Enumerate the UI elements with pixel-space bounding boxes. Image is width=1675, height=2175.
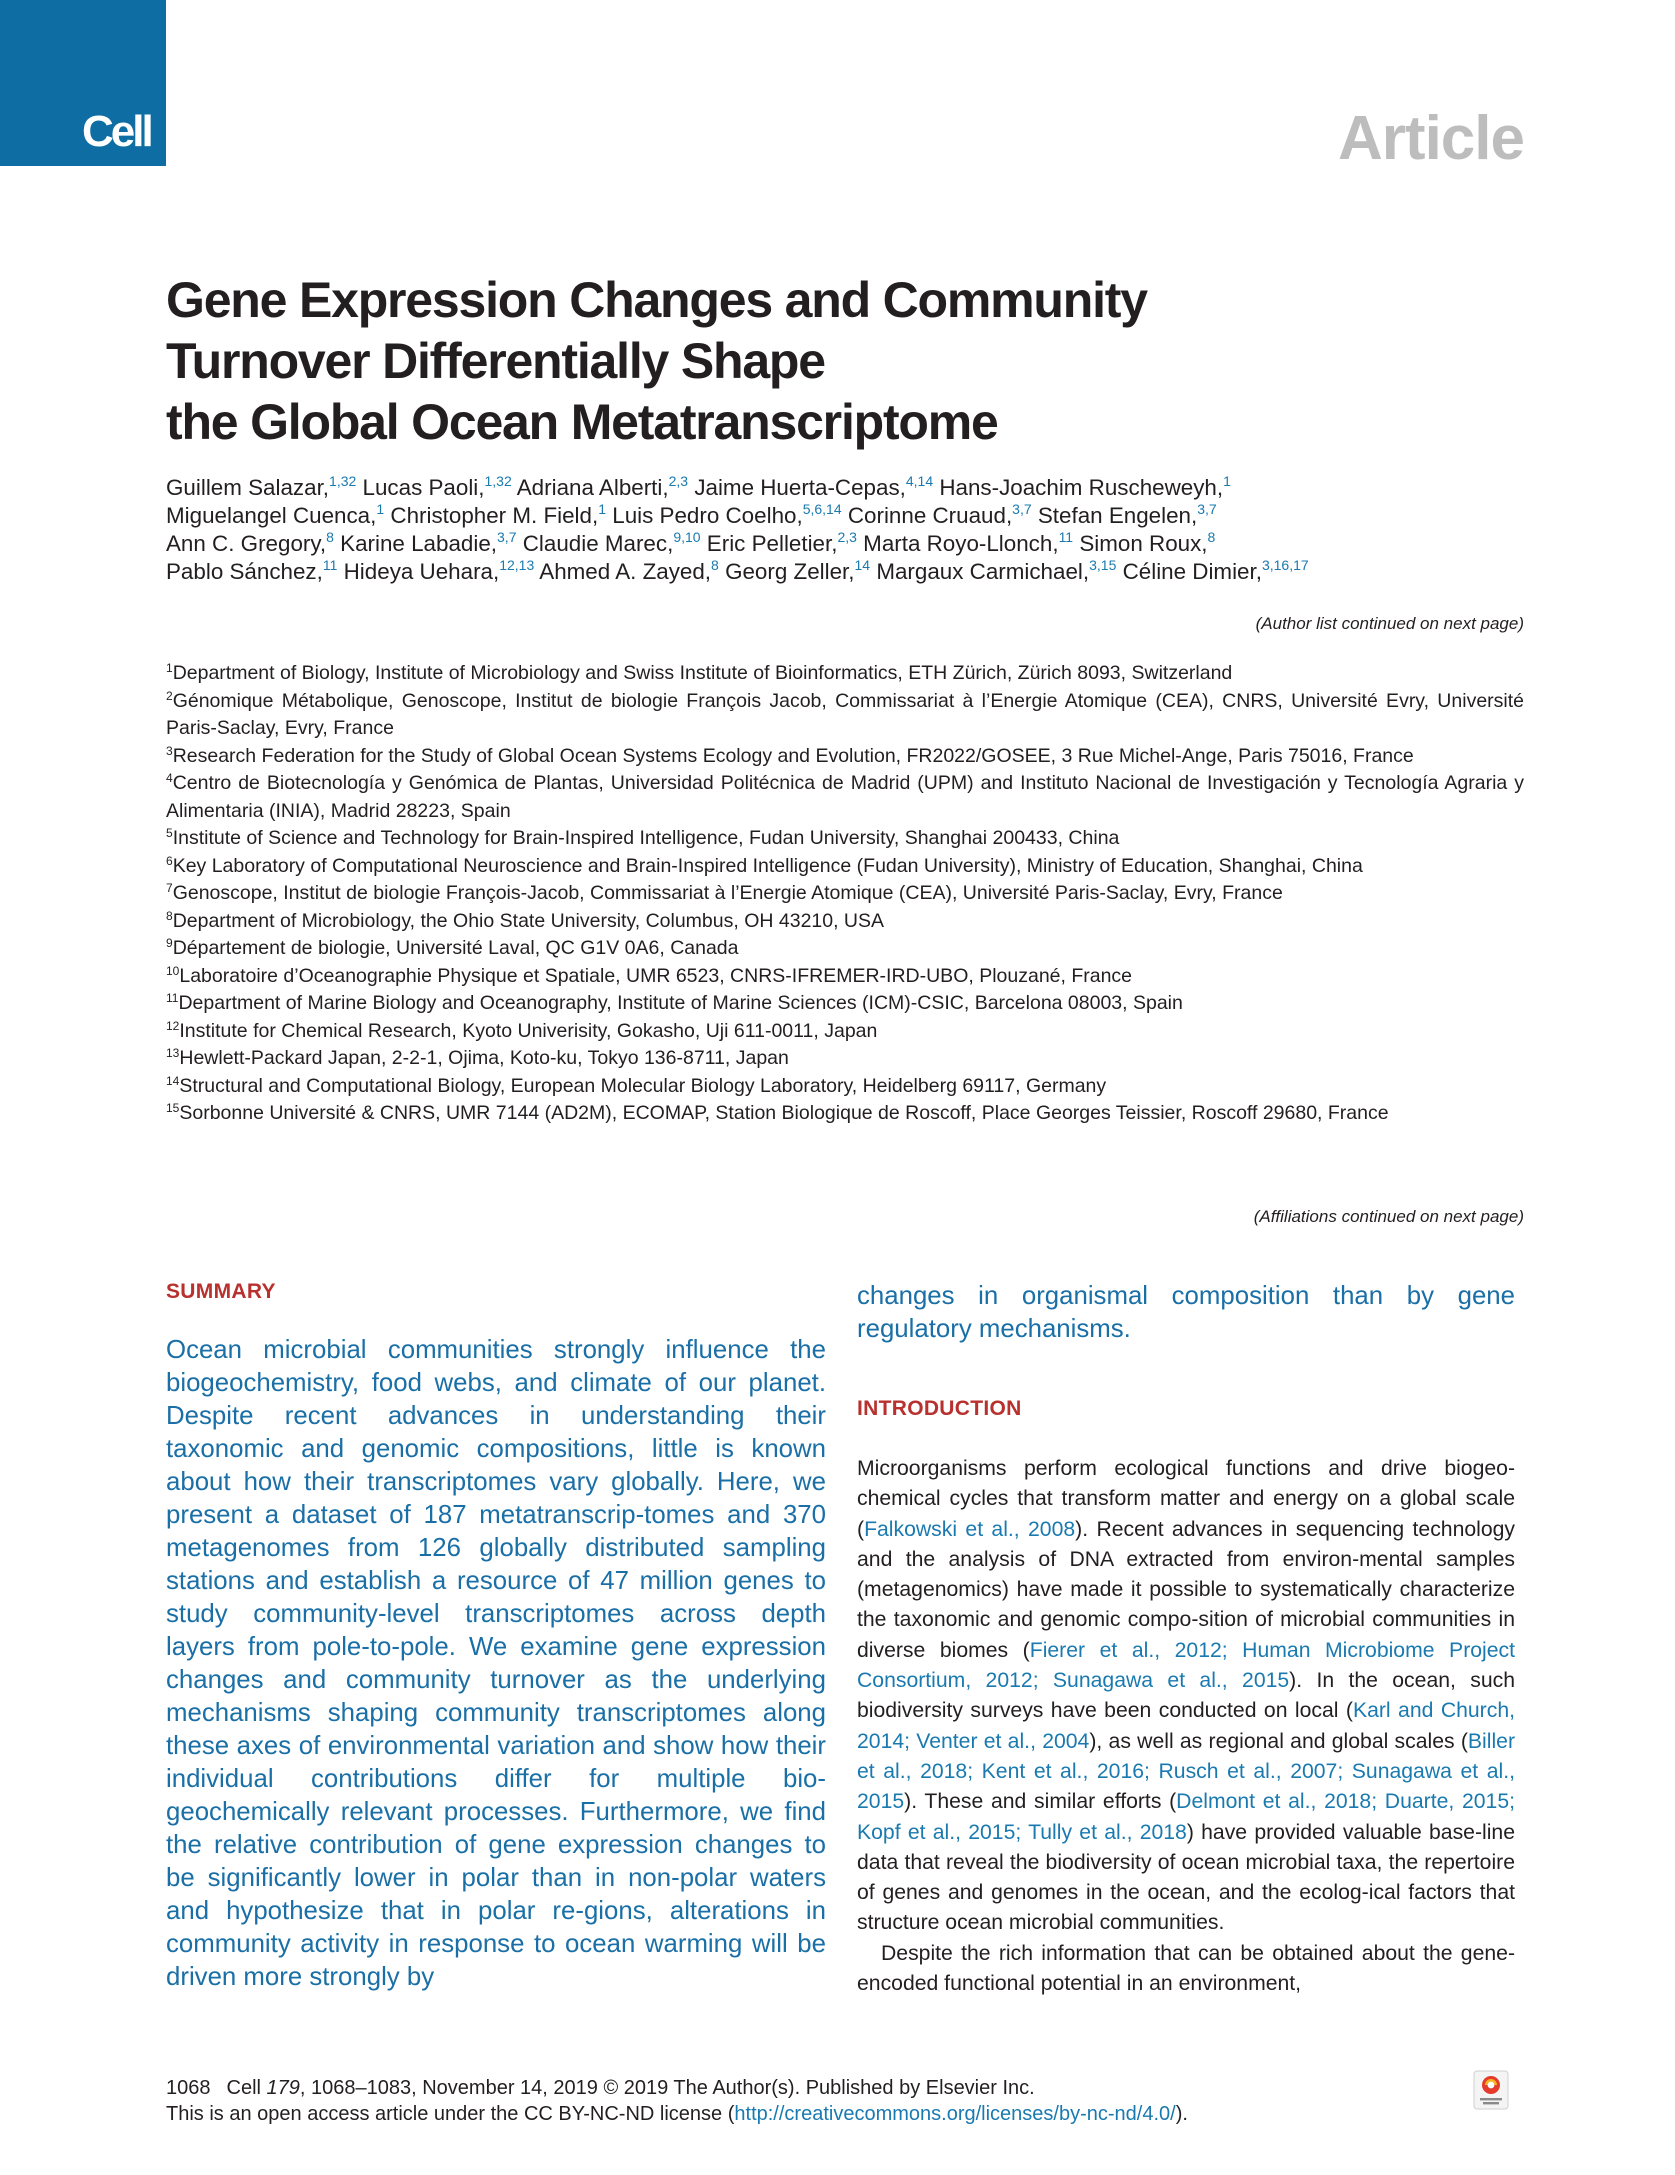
affiliation-item: [166, 1073, 1524, 1101]
author-affiliation-marker[interactable]: 1: [598, 501, 607, 517]
introduction-paragraph: Despite the rich information that can be obtained about the gene-encoded functional potential in an environment,: [857, 1941, 1515, 1996]
author-name[interactable]: Jaime Huerta-Cepas,: [694, 475, 906, 500]
citation-details: , 1068–1083, November 14, 2019 © 2019 The Author(s). Published by Elsevier Inc.: [299, 2077, 1035, 2099]
author-affiliation-marker[interactable]: 11: [1058, 529, 1074, 545]
author-affiliation-marker[interactable]: 12,13: [499, 557, 535, 573]
affiliation-number: 15: [166, 1101, 180, 1115]
author-name[interactable]: Georg Zeller,: [725, 559, 855, 584]
author-affiliation-marker[interactable]: 3,7: [1197, 501, 1217, 517]
affiliation-item: [166, 1045, 1524, 1073]
author-affiliation-marker[interactable]: 3,15: [1089, 557, 1117, 573]
check-for-updates-icon[interactable]: [1473, 2070, 1509, 2110]
affiliation-item: [166, 825, 1524, 853]
affiliation-item: [166, 1100, 1524, 1128]
affiliation-number: 10: [166, 963, 180, 978]
citation-link[interactable]: Fierer et al., 2012; Human Microbiome Project Consortium, 2012; Sunagawa et al., 2015: [857, 1638, 1516, 1693]
affiliation-text: Département de biologie, Université Laval, QC G1V 0A6, Canada: [172, 937, 739, 959]
introduction-body: [857, 1454, 1515, 1999]
introduction-heading: INTRODUCTION: [857, 1397, 1022, 1420]
affiliation-number: 6: [166, 853, 173, 868]
affiliation-number: 12: [166, 1018, 180, 1033]
author-name[interactable]: Karine Labadie,: [340, 531, 498, 556]
author-name[interactable]: Miguelangel Cuenca,: [166, 503, 377, 528]
author-name[interactable]: Pablo Sánchez,: [166, 559, 323, 584]
affiliation-text: Laboratoire d’Oceanographie Physique et Spatiale, UMR 6523, CNRS-IFREMER-IRD-UBO, Plouzané, France: [179, 964, 1133, 987]
affiliation-text: Genoscope, Institut de biologie François-Jacob, Commissariat à l’Energie Atomique (CEA), Université Paris-Saclay, Evry, France: [172, 882, 1283, 904]
author-affiliation-marker[interactable]: 3,16,17: [1261, 557, 1309, 573]
author-affiliation-marker[interactable]: 2,3: [668, 473, 689, 489]
citation-link[interactable]: Delmont et al., 2018; Duarte, 2015; Kopf et al., 2015; Tully et al., 2018: [857, 1790, 1515, 1844]
author-affiliation-marker[interactable]: 8: [1207, 529, 1216, 545]
affiliation-item: [166, 908, 1524, 936]
page-number: 1068: [166, 2077, 211, 2099]
affiliation-continued-note: (Affiliations continued on next page): [1253, 1207, 1524, 1226]
author-name[interactable]: Céline Dimier,: [1122, 559, 1262, 584]
author-continued-note: (Author list continued on next page): [1255, 614, 1524, 633]
cell-logo-text: Cell: [82, 107, 151, 156]
author-name[interactable]: Claudie Marec,: [522, 531, 674, 556]
affiliation-number: 4: [166, 771, 173, 785]
affiliation-text: Key Laboratory of Computational Neuroscience and Brain-Inspired Intelligence (Fudan University), Ministry of Education, Shanghai, China: [172, 854, 1363, 877]
affiliation-number: 8: [166, 908, 173, 923]
author-name[interactable]: Lucas Paoli,: [362, 475, 485, 500]
author-name[interactable]: Stefan Engelen,: [1037, 503, 1198, 528]
affiliation-number: 13: [166, 1046, 180, 1060]
affiliation-list: [166, 660, 1524, 1128]
introduction-text: ), as well as regional and global scales (: [1089, 1729, 1468, 1753]
affiliation-text: Research Federation for the Study of Global Ocean Systems Ecology and Evolution, FR2022/GOSEE, 3 Rue Michel-Ange, Paris 75016, France: [172, 744, 1414, 767]
introduction-paragraph: [857, 1454, 1515, 1939]
affiliation-item: [166, 770, 1524, 825]
citation-link[interactable]: Falkowski et al., 2008: [864, 1517, 1076, 1541]
introduction-text: ) have provided valuable base-line data that reveal the biodiversity of ocean microbial taxa, the repertoire of genes and genomes in the ocean, and the ecolog-ical factors that structure ocean microbial communities.: [857, 1820, 1515, 1935]
affiliation-text: Institute for Chemical Research, Kyoto Univerisity, Gokasho, Uji 611-0011, Japan: [179, 1019, 878, 1042]
author-affiliation-marker[interactable]: 3,7: [497, 529, 517, 545]
affiliation-text: Génomique Métabolique, Genoscope, Institut de biologie François Jacob, Commissariat à l’Energie Atomique (CEA), CNRS, Université Evry, Université Paris-Saclay, Evry, France: [166, 689, 1524, 739]
author-name[interactable]: Ann C. Gregory,: [166, 531, 327, 556]
author-affiliation-marker[interactable]: 1,32: [484, 473, 512, 489]
author-affiliation-marker[interactable]: 8: [326, 529, 334, 545]
author-line: [166, 558, 1546, 586]
affiliation-text: Structural and Computational Biology, European Molecular Biology Laboratory, Heidelberg 69117, Germany: [179, 1074, 1107, 1097]
journal-name: Cell: [226, 2077, 261, 2099]
summary-text-continued: changes in organismal composition than by gene regulatory mechanisms.: [857, 1282, 1515, 1343]
author-affiliation-marker[interactable]: 11: [322, 557, 338, 573]
page-footer: [166, 2075, 1466, 2127]
title-line: Gene Expression Changes and Community: [166, 272, 1147, 328]
citation-link[interactable]: Biller et al., 2018; Kent et al., 2016; Rusch et al., 2007; Sunagawa et al., 2015: [857, 1729, 1516, 1814]
author-name[interactable]: Marta Royo-Llonch,: [863, 531, 1059, 556]
title-line: the Global Ocean Metatranscriptome: [166, 394, 998, 450]
author-line: [166, 502, 1546, 530]
affiliation-text: Hewlett-Packard Japan, 2-2-1, Ojima, Koto-ku, Tokyo 136-8711, Japan: [179, 1047, 789, 1069]
author-name[interactable]: Simon Roux,: [1079, 531, 1208, 556]
license-prefix: This is an open access article under the CC BY-NC-ND license (: [166, 2103, 735, 2125]
introduction-text: Microorganisms perform ecological functions and drive biogeo-chemical cycles that transform matter and energy on a global scale (: [857, 1457, 1515, 1541]
author-affiliation-marker[interactable]: 1: [1223, 473, 1231, 489]
affiliation-number: 3: [166, 743, 173, 758]
author-name[interactable]: Adriana Alberti,: [516, 475, 669, 500]
article-title: [166, 270, 1366, 453]
author-affiliation-marker[interactable]: 1: [376, 501, 385, 517]
affiliation-number: 5: [166, 826, 173, 840]
affiliation-item: [166, 1018, 1524, 1046]
license-line: [166, 2101, 1466, 2127]
affiliation-text: Department of Marine Biology and Oceanography, Institute of Marine Sciences (ICM)-CSIC, Barcelona 08003, Spain: [178, 992, 1183, 1014]
author-affiliation-marker[interactable]: 3,7: [1012, 501, 1032, 517]
affiliation-number: 14: [166, 1073, 180, 1088]
affiliation-number: 2: [166, 688, 173, 703]
author-affiliation-marker[interactable]: 5,6,14: [802, 501, 842, 517]
footer-citation-line: [166, 2075, 1466, 2101]
affiliation-item: [166, 688, 1524, 743]
author-name[interactable]: Hans-Joachim Ruscheweyh,: [939, 475, 1224, 500]
affiliation-text: Department of Biology, Institute of Microbiology and Swiss Institute of Bioinformatics, ETH Zürich, Zürich 8093, Switzerland: [172, 662, 1233, 684]
affiliation-item: [166, 963, 1524, 991]
author-name[interactable]: Eric Pelletier,: [706, 531, 838, 556]
author-name[interactable]: Luis Pedro Coelho,: [612, 503, 803, 528]
cell-logo: [0, 0, 166, 166]
summary-heading: SUMMARY: [166, 1280, 276, 1303]
author-affiliation-marker[interactable]: 9,10: [673, 529, 701, 545]
author-name[interactable]: Christopher M. Field,: [390, 503, 599, 528]
author-name[interactable]: Margaux Carmichael,: [876, 559, 1090, 584]
affiliation-item: [166, 660, 1524, 688]
affiliation-item: [166, 743, 1524, 771]
affiliation-number: 1: [166, 661, 173, 675]
author-affiliation-marker[interactable]: 8: [711, 557, 719, 573]
affiliation-number: 9: [166, 936, 173, 950]
affiliation-text: Sorbonne Université & CNRS, UMR 7144 (AD2M), ECOMAP, Station Biologique de Roscoff, Place Georges Teissier, Roscoff 29680, France: [179, 1102, 1389, 1124]
author-affiliation-marker[interactable]: 4,14: [905, 473, 934, 489]
author-affiliation-marker[interactable]: 14: [854, 557, 871, 573]
article-type-label: Article: [1338, 104, 1524, 173]
affiliation-text: Centro de Biotecnología y Genómica de Plantas, Universidad Politécnica de Madrid (UPM) and Instituto Nacional de Investigación y Tecnología Agraria y Alimentaria (INIA), Madrid 28223, Spain: [166, 772, 1524, 822]
author-name[interactable]: Ahmed A. Zayed,: [539, 559, 712, 584]
introduction-text: ). These and similar efforts (: [904, 1790, 1177, 1814]
introduction-text: ). In the ocean, such biodiversity surveys have been conducted on local (: [857, 1669, 1515, 1723]
affiliation-item: [166, 880, 1524, 908]
affiliation-text: Department of Microbiology, the Ohio State University, Columbus, OH 43210, USA: [172, 909, 885, 932]
author-name[interactable]: Guillem Salazar,: [166, 475, 330, 500]
title-line: Turnover Differentially Shape: [166, 333, 825, 389]
author-name[interactable]: Hideya Uehara,: [343, 559, 500, 584]
license-suffix: ).: [1175, 2103, 1188, 2125]
author-list: [166, 474, 1546, 586]
affiliation-item: [166, 990, 1524, 1018]
summary-text: Ocean microbial communities strongly influence the biogeochemistry, food webs, and climate of our planet. Despite recent advances in understanding their taxonomic and genomic compositions, little is known about how their transcriptomes vary globally. Here, we present a dataset of 187 metatranscrip-tomes and 370 metagenomes from 126 globally distributed sampling stations and establish a resource of 47 million genes to study community-level transcriptomes across depth layers from pole-to-pole. We examine gene expression changes and community turnover as the underlying mechanisms shaping community transcriptomes along these axes of environmental variation and show how their individual contributions differ for multiple bio-geochemically relevant processes. Furthermore, we find the relative contribution of gene expression changes to be significantly lower in polar than in non-polar waters and hypothesize that in polar re-gions, alterations in community activity in response to ocean warming will be driven more strongly by: [166, 1336, 826, 1991]
author-affiliation-marker[interactable]: 1,32: [329, 473, 357, 489]
author-name[interactable]: Corinne Cruaud,: [847, 503, 1013, 528]
affiliation-text: Institute of Science and Technology for Brain-Inspired Intelligence, Fudan University, Shanghai 200433, China: [172, 827, 1120, 849]
author-line: [166, 530, 1546, 558]
affiliation-number: 7: [166, 881, 173, 895]
author-line: [166, 474, 1546, 502]
journal-volume: 179: [266, 2077, 300, 2099]
affiliation-number: 11: [166, 991, 179, 1005]
license-link[interactable]: http://creativecommons.org/licenses/by-nc-nd/4.0/: [734, 2103, 1176, 2125]
author-affiliation-marker[interactable]: 2,3: [837, 529, 857, 545]
citation-link[interactable]: Karl and Church, 2014; Venter et al., 2004: [857, 1699, 1516, 1753]
affiliation-item: [166, 935, 1524, 963]
introduction-text: ). Recent advances in sequencing technology and the analysis of DNA extracted from environ-mental samples (metagenomics) have made it possible to systematically characterize the taxonomic and genomic compo-sition of microbial communities in diverse biomes (: [857, 1517, 1516, 1662]
affiliation-item: [166, 853, 1524, 881]
